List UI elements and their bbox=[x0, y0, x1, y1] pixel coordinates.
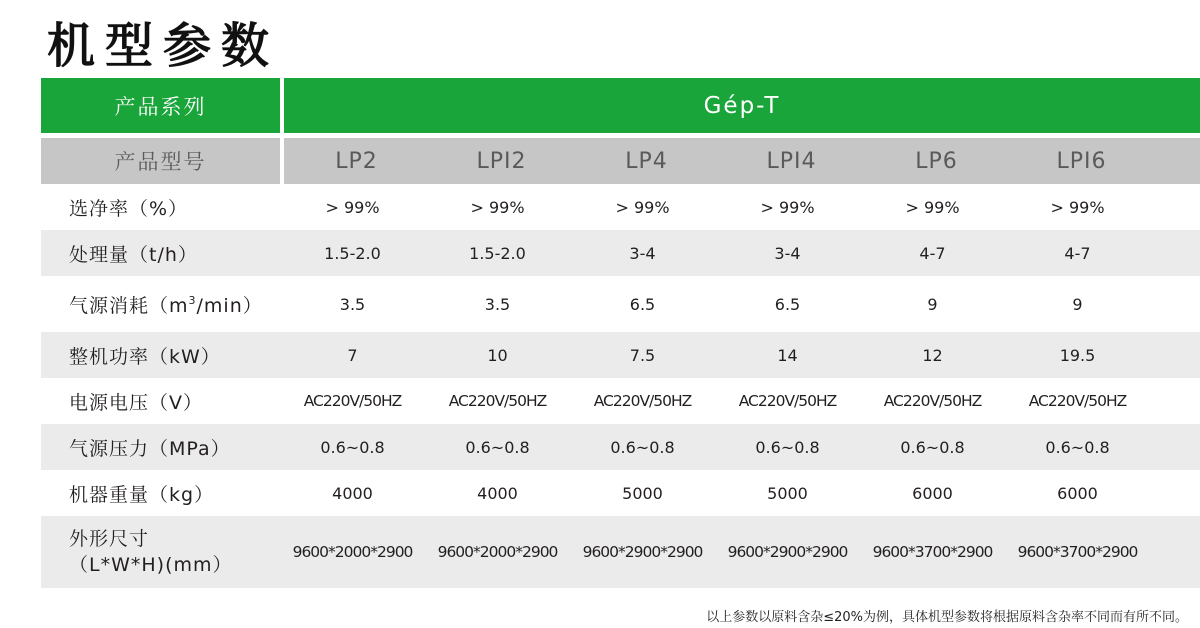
table-cell: 0.6~0.8 bbox=[1045, 437, 1110, 457]
model-name: LP4 bbox=[574, 138, 719, 184]
model-name: LPI6 bbox=[1009, 138, 1154, 184]
table-cell: AC220V/50HZ bbox=[303, 392, 402, 410]
spec-table bbox=[41, 78, 1200, 588]
model-name: LP2 bbox=[284, 138, 429, 184]
table-cell: 0.6~0.8 bbox=[900, 437, 965, 457]
table-cell: AC220V/50HZ bbox=[448, 392, 547, 410]
table-cell: > 99% bbox=[1050, 197, 1105, 217]
model-header-row bbox=[41, 138, 1200, 184]
table-cell: > 99% bbox=[615, 197, 670, 217]
table-cell: 9600*2000*2900 bbox=[292, 543, 413, 561]
table-cell: AC220V/50HZ bbox=[738, 392, 837, 410]
model-header-label: 产品型号 bbox=[41, 138, 280, 184]
table-row bbox=[41, 230, 1200, 276]
row-label-text: 气源消耗（m bbox=[69, 294, 189, 317]
row-label: 选净率（%） bbox=[69, 197, 189, 220]
table-cell: 6.5 bbox=[774, 294, 801, 314]
table-row bbox=[41, 378, 1200, 424]
table-cell: 9 bbox=[927, 294, 938, 314]
row-label-line: （L*W*H)(mm） bbox=[69, 554, 233, 576]
table-cell: 0.6~0.8 bbox=[610, 437, 675, 457]
table-row bbox=[41, 516, 1200, 588]
table-cell: 6000 bbox=[912, 483, 953, 503]
table-cell: 5000 bbox=[767, 483, 808, 503]
table-cell: 9600*3700*2900 bbox=[1017, 543, 1138, 561]
table-cell: > 99% bbox=[325, 197, 380, 217]
table-cell: 4-7 bbox=[1064, 243, 1091, 263]
table-cell: 4000 bbox=[477, 483, 518, 503]
table-cell: 9 bbox=[1072, 294, 1083, 314]
table-cell: 7.5 bbox=[629, 345, 656, 365]
table-cell: 4000 bbox=[332, 483, 373, 503]
row-label: 机器重量（kg） bbox=[69, 483, 215, 506]
row-label: 气源压力（MPa） bbox=[69, 437, 231, 460]
table-row bbox=[41, 470, 1200, 516]
model-name: LPI2 bbox=[429, 138, 574, 184]
series-row bbox=[41, 78, 1200, 133]
table-cell: 3-4 bbox=[629, 243, 656, 263]
table-cell: 0.6~0.8 bbox=[320, 437, 385, 457]
table-cell: 3.5 bbox=[339, 294, 366, 314]
table-cell: 9600*2900*2900 bbox=[727, 543, 848, 561]
page-title: 机型参数 bbox=[47, 18, 280, 74]
table-cell: 9600*3700*2900 bbox=[872, 543, 993, 561]
model-name: LPI4 bbox=[719, 138, 864, 184]
row-label: 电源电压（V） bbox=[69, 391, 203, 414]
table-cell: > 99% bbox=[470, 197, 525, 217]
table-cell: AC220V/50HZ bbox=[883, 392, 982, 410]
model-name: LP6 bbox=[864, 138, 1009, 184]
table-cell: 3-4 bbox=[774, 243, 801, 263]
table-cell: AC220V/50HZ bbox=[593, 392, 692, 410]
table-cell: 6.5 bbox=[629, 294, 656, 314]
table-cell: 1.5-2.0 bbox=[469, 243, 526, 263]
table-cell: 9600*2000*2900 bbox=[437, 543, 558, 561]
table-row bbox=[41, 332, 1200, 378]
table-cell: > 99% bbox=[760, 197, 815, 217]
table-cell: 14 bbox=[777, 345, 798, 365]
table-cell: 3.5 bbox=[484, 294, 511, 314]
table-row bbox=[41, 184, 1200, 230]
table-row bbox=[41, 424, 1200, 470]
superscript: 3 bbox=[188, 293, 197, 307]
row-label bbox=[41, 526, 280, 578]
row-label bbox=[41, 291, 280, 318]
row-label-line: 外形尺寸 bbox=[69, 528, 150, 550]
series-value: Gép-T bbox=[284, 78, 1200, 133]
table-cell: > 99% bbox=[905, 197, 960, 217]
table-cell: 6000 bbox=[1057, 483, 1098, 503]
table-cell: 4-7 bbox=[919, 243, 946, 263]
series-label: 产品系列 bbox=[41, 78, 280, 133]
table-cell: 12 bbox=[922, 345, 943, 365]
table-cell: 0.6~0.8 bbox=[465, 437, 530, 457]
row-label: 整机功率（kW） bbox=[69, 345, 221, 368]
table-cell: 7 bbox=[347, 345, 358, 365]
row-label-text: /min） bbox=[196, 294, 263, 317]
table-cell: 1.5-2.0 bbox=[324, 243, 381, 263]
table-cell: 19.5 bbox=[1059, 345, 1096, 365]
table-cell: 9600*2900*2900 bbox=[582, 543, 703, 561]
table-cell: 10 bbox=[487, 345, 508, 365]
table-cell: 0.6~0.8 bbox=[755, 437, 820, 457]
table-cell: AC220V/50HZ bbox=[1028, 392, 1127, 410]
row-label: 处理量（t/h） bbox=[69, 243, 198, 266]
footnote: 以上参数以原料含杂≤20%为例，具体机型参数将根据原料含杂率不同而有所不同。 bbox=[706, 610, 1188, 625]
table-cell: 5000 bbox=[622, 483, 663, 503]
table-row bbox=[41, 276, 1200, 332]
